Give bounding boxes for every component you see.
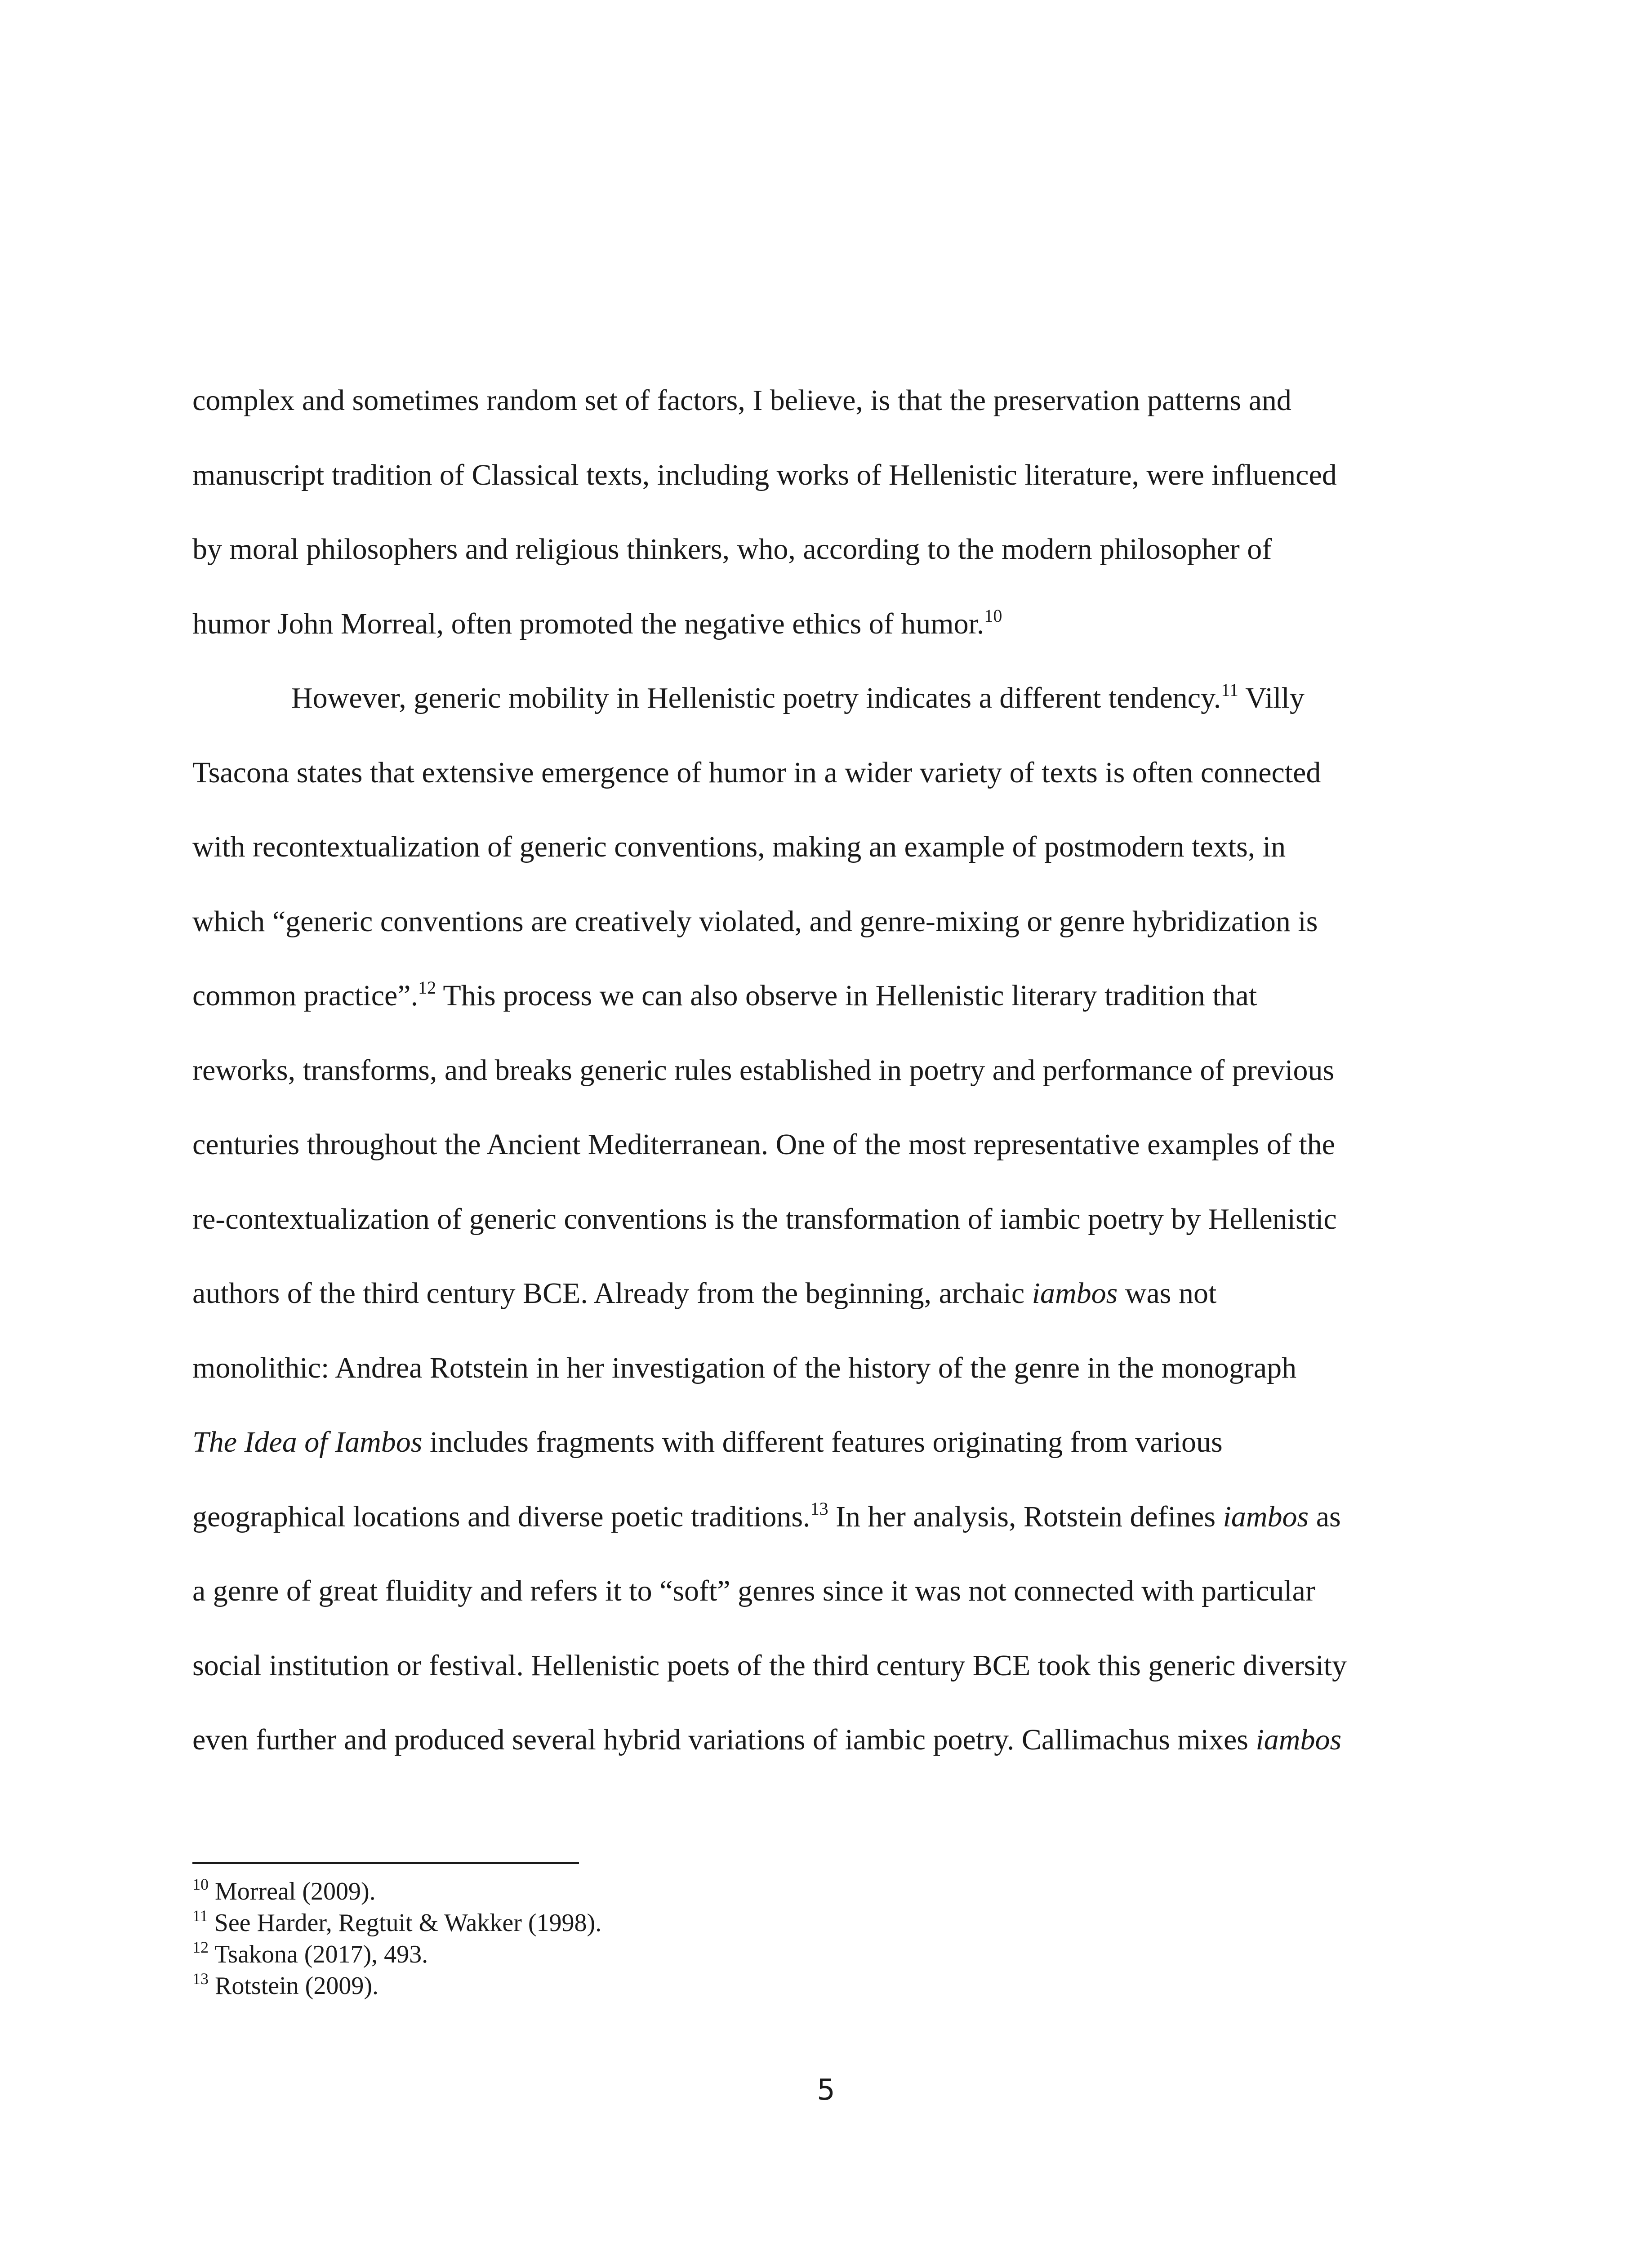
text-line (192, 1331, 1451, 1405)
text-span: Villy (1238, 682, 1305, 714)
footnote-text: Tsakona (2017), 493. (209, 1940, 428, 1968)
footnote-13 (192, 1970, 1451, 2002)
footnote-ref-10[interactable]: 10 (984, 605, 1002, 626)
footnote-text: Rotstein (2009). (209, 1972, 378, 2000)
text-line (192, 512, 1451, 587)
text-span: even further and produced several hybrid variations of iambic poetry. Callimachus mixes (192, 1723, 1256, 1756)
text-span: This process we can also observe in Hellenistic literary tradition that (436, 979, 1257, 1012)
text-line (192, 1554, 1451, 1628)
text-line (192, 661, 1451, 736)
footnote-ref-11[interactable]: 11 (1221, 680, 1238, 700)
text-span: Tsacona states that extensive emergence of humor in a wider variety of texts is often connected (192, 756, 1321, 789)
text-line (192, 1033, 1451, 1108)
body-text (192, 363, 1451, 1777)
text-line (192, 1256, 1451, 1331)
text-span: humor John Morreal, often promoted the negative ethics of humor. (192, 607, 984, 640)
footnote-separator (192, 1862, 579, 1864)
text-line (192, 1628, 1451, 1703)
text-line (192, 1703, 1451, 1777)
text-span: was not (1118, 1277, 1217, 1310)
footnote-number: 13 (192, 1970, 209, 1988)
text-span: geographical locations and diverse poetic traditions. (192, 1500, 810, 1533)
footnotes (192, 1876, 1451, 2002)
page-number: 5 (817, 2074, 835, 2107)
text-line (192, 438, 1451, 513)
footnote-text: Morreal (2009). (209, 1878, 376, 1905)
text-span: monolithic: Andrea Rotstein in her investigation of the history of the genre in the monograph (192, 1351, 1297, 1384)
text-line (192, 736, 1451, 810)
text-span: centuries throughout the Ancient Mediterranean. One of the most representative examples of the (192, 1128, 1335, 1161)
footnote-number: 12 (192, 1938, 209, 1956)
text-span: with recontextualization of generic conventions, making an example of postmodern texts, in (192, 830, 1286, 863)
text-line (192, 587, 1451, 661)
text-span: However, generic mobility in Hellenistic poetry indicates a different tendency. (291, 682, 1221, 714)
text-span: In her analysis, Rotstein defines (828, 1500, 1223, 1533)
footnote-text: See Harder, Regtuit & Wakker (1998). (208, 1909, 602, 1937)
text-line (192, 363, 1451, 438)
italic-title: The Idea of Iambos (192, 1426, 423, 1459)
text-line (192, 1182, 1451, 1257)
footnote-number: 11 (192, 1907, 208, 1925)
text-span: reworks, transforms, and breaks generic rules established in poetry and performance of previous (192, 1053, 1335, 1087)
footnote-number: 10 (192, 1875, 209, 1893)
text-span: common practice”. (192, 979, 419, 1012)
text-span: complex and sometimes random set of factors, I believe, is that the preservation patterns and (192, 384, 1291, 417)
text-line (192, 1480, 1451, 1554)
text-span: as (1309, 1500, 1341, 1533)
italic-term: iambos (1032, 1277, 1118, 1310)
text-span: by moral philosophers and religious thinkers, who, according to the modern philosopher of (192, 533, 1272, 566)
footnote-ref-12[interactable]: 12 (418, 977, 436, 998)
italic-term: iambos (1223, 1500, 1309, 1533)
text-span: a genre of great fluidity and refers it to “soft” genres since it was not connected with particular (192, 1574, 1315, 1607)
text-span: manuscript tradition of Classical texts, including works of Hellenistic literature, were influenced (192, 458, 1337, 491)
text-line (192, 884, 1451, 959)
text-span: which “generic conventions are creatively violated, and genre-mixing or genre hybridization is (192, 905, 1318, 938)
italic-term: iambos (1256, 1723, 1342, 1756)
text-span: includes fragments with different features originating from various (422, 1426, 1223, 1459)
text-line (192, 959, 1451, 1033)
text-line (192, 810, 1451, 884)
footnote-11 (192, 1907, 1451, 1939)
text-line (192, 1405, 1451, 1480)
footnote-12 (192, 1939, 1451, 1970)
text-span: re-contextualization of generic conventions is the transformation of iambic poetry by Hellenistic (192, 1202, 1337, 1236)
text-line (192, 1107, 1451, 1182)
text-span: social institution or festival. Hellenistic poets of the third century BCE took this generic diversity (192, 1649, 1347, 1682)
footnote-ref-13[interactable]: 13 (810, 1498, 828, 1519)
text-span: authors of the third century BCE. Already from the beginning, archaic (192, 1277, 1032, 1310)
footnote-10 (192, 1876, 1451, 1907)
